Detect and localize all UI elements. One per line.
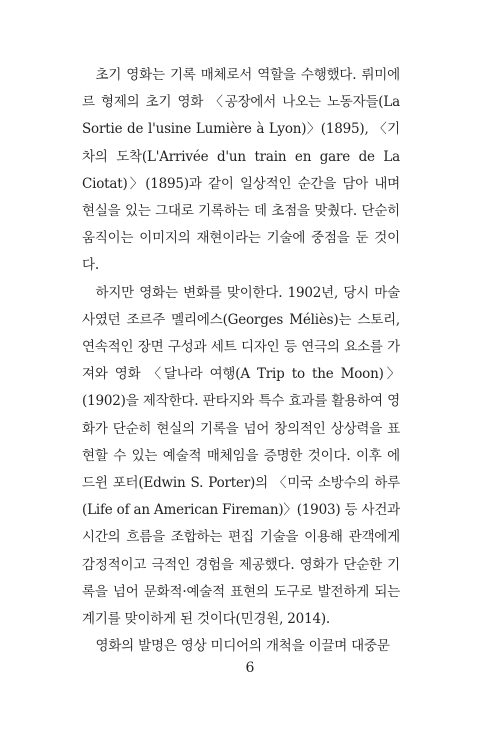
paragraph-early-cinema: 초기 영화는 기록 매체로서 역할을 수행했다. 뤼미에르 형제의 초기 영화 〈공장에서 나오는 노동자들(La Sortie de l'usine Lumière à Lyon)〉(1895), 〈기차의 도착(L'Arrivée d'un train en gare de La Ciotat)〉(1895)과 같이 일상적인 순간을 담아 내며 현실을 있는 그대로 기록하는 데 초점을 맞췄다. 단순히 움직이는 이미지의 재현이라는 기술에 중점을 둔 것이다. — [82, 67, 400, 274]
paragraph-cinema-change: 하지만 영화는 변화를 맞이한다. 1902년, 당시 마술사였던 조르주 멜리에스(Georges Méliès)는 스토리, 연속적인 장면 구성과 세트 디자인 등 연극의 요소를 가져와 영화 〈달나라 여행(A Trip to the Moon)〉(1902)을 제작한다. 판타지와 특수 효과를 활용하여 영화가 단순히 현실의 기록을 넘어 창의적인 상상력을 표현할 수 있는 예술적 매체임을 증명한 것이다. 이후 에드윈 포터(Edwin S. Porter)의 〈미국 소방수의 하루(Life of an American Fireman)〉(1903) 등 사건과 시간의 흐름을 조합하는 편집 기술을 이용해 관객에게 감정적이고 극적인 경험을 제공했다. 영화가 단순한 기록을 넘어 문화적·예술적 표현의 도구로 발전하게 되는 계기를 맞이하게 된 것이다(민경원, 2014). — [82, 284, 400, 628]
page-number: 6 — [245, 660, 255, 676]
page-body — [82, 62, 400, 660]
paragraph-invention: 영화의 발명은 영상 미디어의 개척을 이끌며 대중문 — [95, 638, 390, 655]
